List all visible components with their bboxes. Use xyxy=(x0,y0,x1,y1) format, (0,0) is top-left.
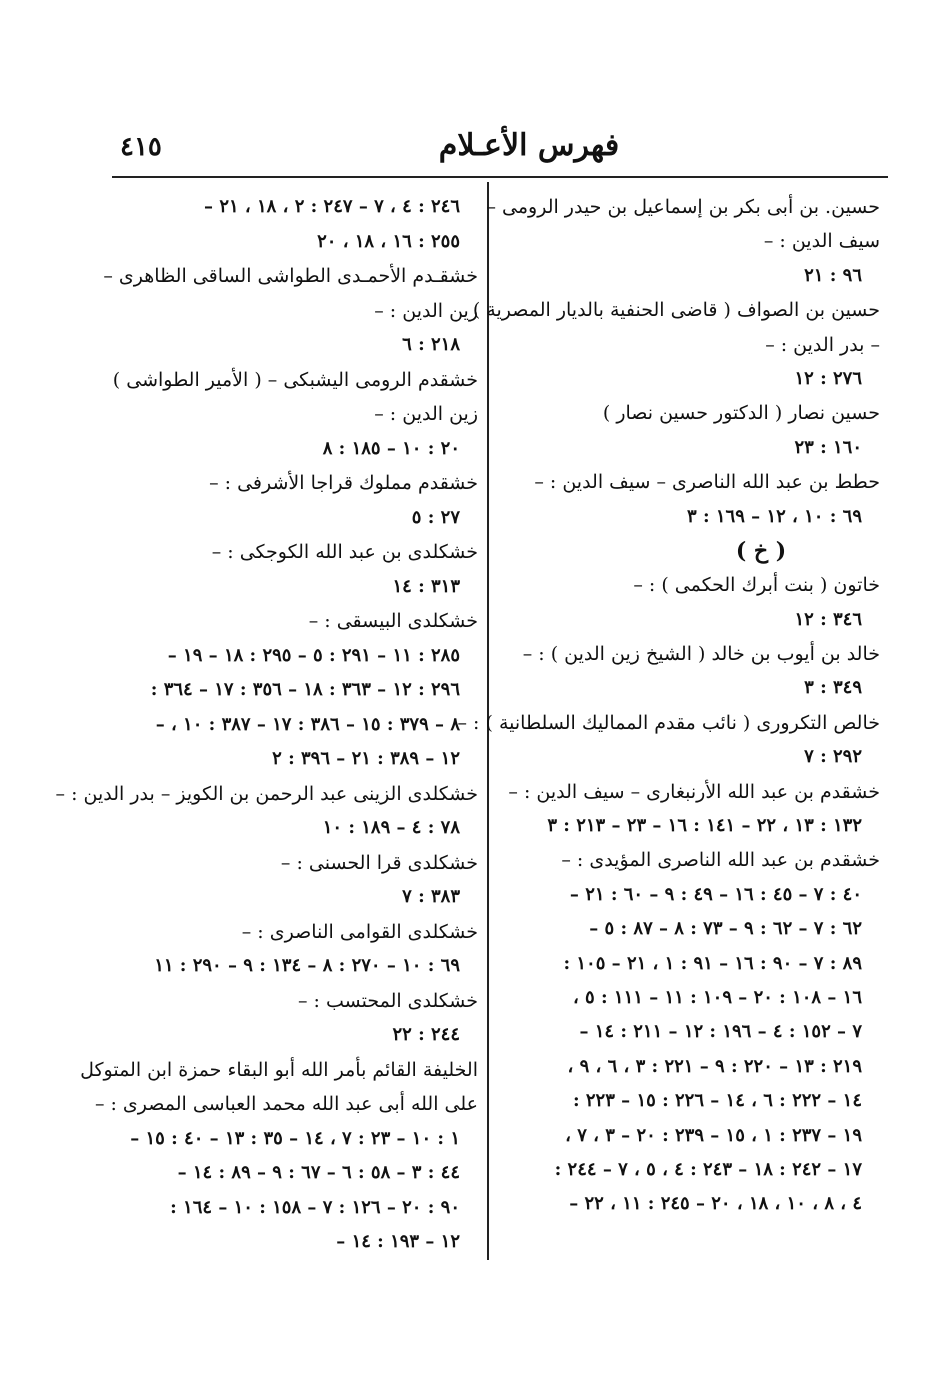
left-column-page-refs: ٢٥٥ : ١٦ ، ١٨ ، ٢٠ xyxy=(317,230,460,252)
left-column-page-refs: ٦٩ : ١٠ – ٢٧٠ : ٨ – ١٣٤ : ٩ – ٢٩٠ : ١١ xyxy=(154,955,460,976)
left-column xyxy=(55,190,478,1260)
right-column-name-entry: حسين بن الصواف ( قاضى الحنفية بالديار المصرية ) xyxy=(472,299,880,322)
right-column-page-refs: ١٩ – ٢٣٧ : ١ ، ١٥ – ٢٣٩ : ٢٠ – ٣ ، ٧ ، xyxy=(565,1124,862,1146)
right-column-name-entry: – بدر الدين : – xyxy=(765,333,880,356)
page-number: ٤١٥ xyxy=(120,132,162,162)
left-column-page-refs: ٢٨٥ : ١١ – ٢٩١ : ٥ – ٢٩٥ : ١٨ – ١٩ – xyxy=(167,644,460,666)
page-title: فهرس الأعـلام xyxy=(438,128,620,163)
right-column-name-entry: خالد بن أيوب بن خالد ( الشيخ زين الدين ) : – xyxy=(522,643,880,666)
left-column-page-refs: ١ : ١٠ – ٢٣ : ٧ ، ١٤ – ٣٥ : ١٣ – ٤٠ : ١٥ – xyxy=(130,1127,460,1149)
left-column-name-entry: خشكلدى المحتسب : – xyxy=(298,989,478,1012)
header-rule xyxy=(112,176,888,178)
page-header xyxy=(110,128,888,172)
right-column-page-refs: ٣٤٦ : ١٢ xyxy=(794,608,862,630)
right-column-page-refs: ٤٠ : ٧ – ٤٥ : ١٦ – ٤٩ : ٩ – ٦٠ : ٢١ – xyxy=(569,883,862,905)
right-column-page-refs: ٢٧٦ : ١٢ xyxy=(794,367,862,389)
right-column-page-refs: ٨٩ : ٧ – ٩٠ : ١٦ – ٩١ : ١ ، ٢١ – ١٠٥ : xyxy=(563,952,862,974)
left-column-page-refs: ٢٧ : ٥ xyxy=(411,506,460,528)
left-column-page-refs: ٢٤٦ : ٤ ، ٧ – ٢٤٧ : ٢ ، ١٨ ، ٢١ – xyxy=(204,196,460,217)
left-column-page-refs: ٢١٨ : ٦ xyxy=(402,334,460,355)
right-column-page-refs: ٢٩٢ : ٧ xyxy=(804,746,862,768)
left-column-page-refs: ٤٤ : ٣ – ٥٨ : ٦ – ٦٧ : ٩ – ٨٩ : ١٤ – xyxy=(177,1162,460,1183)
right-column-page-refs: ١٤ – ٢٢٢ : ٦ ، ١٤ – ٢٢٦ : ١٥ – ٢٢٣ : xyxy=(572,1090,862,1112)
right-column-name-entry: خشقدم بن عبد الله الأرنبغارى – سيف الدين : – xyxy=(508,780,880,803)
right-column-name-entry: حطط بن عبد الله الناصرى – سيف الدين : – xyxy=(534,471,880,494)
left-column-name-entry: على الله أبى عبد الله محمد العباسى المصرى : – xyxy=(94,1093,478,1115)
right-column-page-refs: ١٦٠ : ٢٣ xyxy=(794,436,862,458)
left-column-name-entry: خشكلدى بن عبد الله الكوجكى : – xyxy=(211,541,478,563)
left-column-name-entry: زين الدين : – xyxy=(374,403,478,425)
left-column-page-refs: ٢٠ : ١٠ – ١٨٥ : ٨ xyxy=(322,437,460,459)
left-column-name-entry: خشقدم الرومى اليشبكى – ( الأمير الطواشى ) xyxy=(112,368,478,391)
right-column-page-refs: ٦٩ : ١٠ ، ١٢ – ١٦٩ : ٣ xyxy=(687,505,862,527)
left-column-page-refs: ١٢ – ٣٨٩ : ٢١ – ٣٩٦ : ٢ xyxy=(272,748,460,769)
right-column-page-refs: ٢١٩ : ١٣ – ٢٢٠ : ٩ – ٢٢١ : ٣ ، ٦ ، ٩ ، xyxy=(567,1055,862,1077)
left-column-name-entry: الخليفة القائم بأمر الله أبو البقاء حمزة ابن المتوكل xyxy=(80,1058,478,1081)
right-column-page-refs: ٦٢ : ٧ – ٦٢ : ٩ – ٧٣ : ٨ – ٨٧ : ٥ – xyxy=(589,918,862,940)
left-column-page-refs: ٣٨٣ : ٧ xyxy=(402,886,460,907)
left-column-name-entry: خشكلدى القوامى الناصرى : – xyxy=(241,920,478,943)
right-column-page-refs: ٤ ، ٨ ، ١٠ ، ١٨ ، ٢٠ – ٢٤٥ : ١١ ، ٢٢ – xyxy=(569,1193,862,1215)
left-column-page-refs: ٩٠ : ٢٠ – ١٢٦ : ٧ – ١٥٨ : ١٠ – ١٦٤ : xyxy=(170,1196,460,1218)
left-column-name-entry: خشقدم مملوك قراجا الأشرفى : – xyxy=(209,472,478,494)
right-column-page-refs: ١٣٢ : ١٣ ، ٢٢ – ١٤١ : ١٦ – ٢٣ – ٢١٣ : ٣ xyxy=(547,815,862,837)
left-column-page-refs: ٧٨ : ٤ – ١٨٩ : ١٠ xyxy=(322,817,460,838)
left-column-page-refs: ١٢ – ١٩٣ : ١٤ – xyxy=(336,1231,460,1252)
right-column-name-entry: حسين. بن أبى بكر بن إسماعيل بن حيدر الرومى – xyxy=(486,196,880,218)
left-column-page-refs: ٢٩٦ : ١٢ – ٣٦٣ : ١٨ – ٣٥٦ : ١٧ – ٣٦٤ : xyxy=(150,679,460,700)
right-column-name-entry: خالص التكرورى ( نائب مقدم المماليك السلطانية ) : – xyxy=(457,711,880,734)
right-column-name-entry: خاتون ( بنت أبرك الحكمى ) : – xyxy=(633,574,880,597)
left-column-name-entry: خشكلدى البيسقى : – xyxy=(308,610,478,632)
right-column-name-entry: خشقدم بن عبد الله الناصرى المؤيدى : – xyxy=(561,849,880,872)
right-column-section-heading: ( خ ) xyxy=(735,537,787,564)
left-column-name-entry: خشقـدم الأحمـدى الطواشى الساقى الظاهرى – xyxy=(103,265,478,287)
right-column-page-refs: ١٦ – ١٠٨ : ٢٠ – ١٠٩ : ١١ – ١١١ : ٥ ، xyxy=(572,986,862,1008)
right-column-name-entry: حسين نصار ( الدكتور حسين نصار ) xyxy=(602,402,880,425)
left-column-name-entry: خشكلدى قرا الحسنى : – xyxy=(280,851,478,874)
right-column xyxy=(457,190,880,1222)
right-column-page-refs: ٩٦ : ٢١ xyxy=(804,264,862,286)
right-column-name-entry: سيف الدين : – xyxy=(763,230,880,253)
right-column-page-refs: ٣٤٩ : ٣ xyxy=(804,677,862,699)
right-column-page-refs: ٧ – ١٥٢ : ٤ – ١٩٦ : ١٢ – ٢١١ : ١٤ – xyxy=(579,1021,862,1043)
right-column-page-refs: ١٧ – ٢٤٢ : ١٨ – ٢٤٣ : ٤ ، ٥ ، ٧ – ٢٤٤ : xyxy=(554,1158,862,1180)
left-column-name-entry: زين الدين : – xyxy=(374,299,478,322)
left-column-name-entry: خشكلدى الزينى عبد الرحمن بن الكويز – بدر الدين : – xyxy=(55,782,478,805)
left-column-page-refs: ٢٤٤ : ٢٢ xyxy=(392,1024,460,1045)
left-column-page-refs: ٨ – ٣٧٩ : ١٥ – ٣٨٦ : ١٧ – ٣٨٧ : ١٠ ، – xyxy=(155,713,460,735)
left-column-page-refs: ٣١٣ : ١٤ xyxy=(392,575,460,597)
